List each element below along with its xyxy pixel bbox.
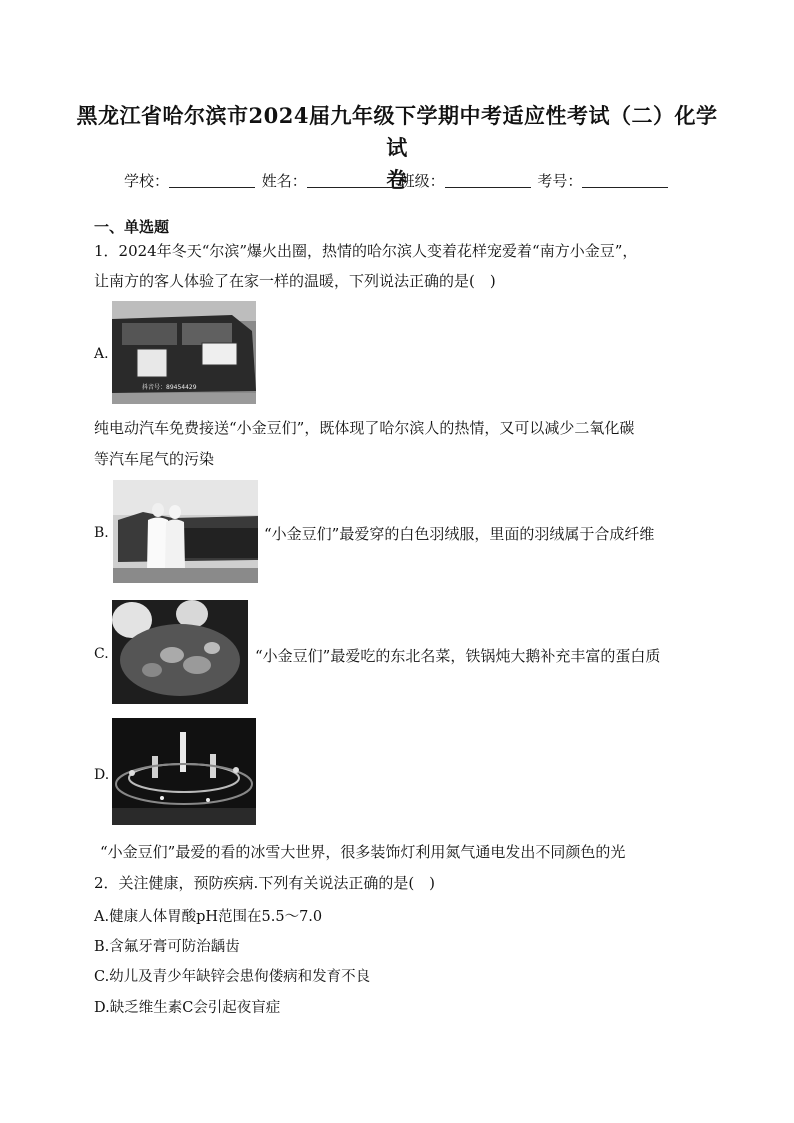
q1-option-a-text-line-2: 等汽车尾气的污染 [94, 450, 215, 468]
q1-option-c-label: C. [94, 646, 109, 662]
q1-stem-line-2: 让南方的客人体验了在家一样的温暖，下列说法正确的是( ) [94, 272, 496, 290]
class-label: 班级： [399, 172, 445, 190]
q1-option-d-text: “小金豆们”最爱的看的冰雪大世界，很多装饰灯利用氮气通电发出不同颜色的光 [100, 843, 626, 861]
car-photo-sign-text: 抖音号：89454429 [142, 384, 197, 391]
number-blank[interactable] [582, 173, 668, 188]
section-heading: 一、单选题 [94, 218, 170, 236]
q1-option-c-text: “小金豆们”最爱吃的东北名菜，铁锅炖大鹅补充丰富的蛋白质 [255, 647, 661, 665]
ice-world-photo [112, 718, 256, 825]
q2-stem: 2．关注健康，预防疾病.下列有关说法正确的是( ) [94, 874, 436, 892]
student-info-row [124, 170, 670, 191]
title-line-2: 卷 [386, 167, 408, 192]
q1-stem-line-1: 1．2024年冬天“尔滨”爆火出圈，热情的哈尔滨人变着花样宠爱着“南方小金豆”， [94, 242, 638, 260]
q1-option-b-label: B. [94, 525, 109, 541]
title-line-1: 黑龙江省哈尔滨市2024届九年级下学期中考适应性考试（二）化学试 [76, 103, 718, 160]
car-photo [112, 301, 256, 404]
school-blank[interactable] [169, 173, 255, 188]
q2-option-d: D.缺乏维生素C会引起夜盲症 [94, 1000, 281, 1016]
q1-option-a-label: A. [94, 346, 109, 362]
q1-option-b-text: “小金豆们”最爱穿的白色羽绒服，里面的羽绒属于合成纤维 [264, 525, 655, 543]
q1-option-a-text-line-1: 纯电动汽车免费接送“小金豆们”，既体现了哈尔滨人的热情，又可以减少二氧化碳 [94, 419, 635, 437]
people-photo [113, 480, 258, 583]
class-blank[interactable] [445, 173, 531, 188]
number-label: 考号： [537, 172, 583, 190]
q2-option-b: B.含氟牙膏可防治龋齿 [94, 939, 240, 955]
q1-option-d-label: D. [94, 767, 110, 783]
q2-option-a: A.健康人体胃酸pH范围在5.5～7.0 [94, 909, 323, 925]
food-photo [112, 600, 248, 704]
name-label: 姓名： [261, 172, 307, 190]
q2-option-c: C.幼儿及青少年缺锌会患佝偻病和发育不良 [94, 969, 371, 985]
name-blank[interactable] [307, 173, 393, 188]
school-label: 学校： [124, 172, 170, 190]
